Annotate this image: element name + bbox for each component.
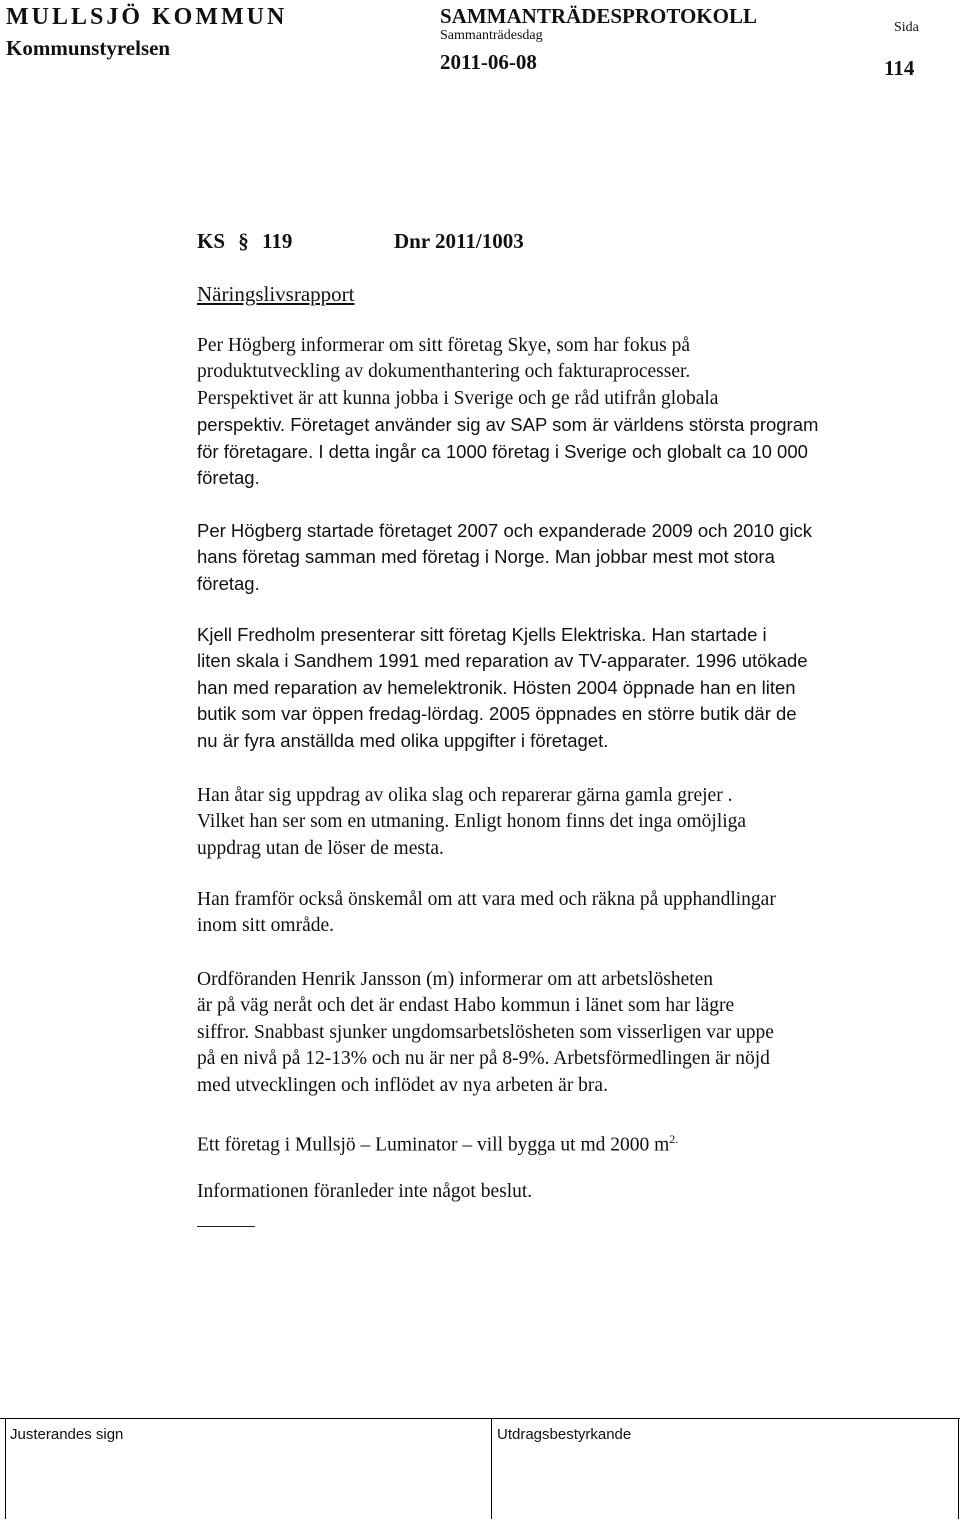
extract-certification-label: Utdragsbestyrkande (497, 1426, 632, 1443)
paragraph-line: Vilket han ser som en utmaning. Enligt honom finns det inga omöjliga (197, 811, 747, 833)
paragraph-line: företag. (197, 572, 260, 594)
paragraph-line: perspektiv. Företaget använder sig av SAP som är världens största program (197, 414, 819, 436)
paragraph-7 (197, 1126, 917, 1159)
dnr-reference: Dnr 2011/1003 (394, 229, 524, 253)
paragraph-line: Kjell Fredholm presenterar sitt företag Kjells Elektriska. Han startade i (197, 624, 767, 645)
paragraph-line: liten skala i Sandhem 1991 med reparation av TV-apparater. 1996 utökade (197, 650, 808, 672)
paragraph-line: är på väg neråt och det är endast Habo kommun i länet som har lägre (197, 995, 735, 1017)
ks-reference (197, 229, 292, 254)
paragraph-line: inom sitt område. (197, 915, 335, 937)
paragraph-line: han med reparation av hemelektronik. Hösten 2004 öppnade han en liten (197, 676, 796, 698)
paragraph-2 (197, 518, 917, 597)
ks-number: 119 (262, 229, 293, 253)
paragraph-3 (197, 622, 917, 754)
paragraph-line: butik som var öppen fredag-lördag. 2005 öppnades en större butik där de (197, 703, 797, 725)
paragraph-line: nu är fyra anställda med olika uppgifter i företaget. (197, 729, 609, 751)
meeting-date-label: Sammanträdesdag (440, 28, 543, 43)
paragraph-line: hans företag samman med företag i Norge. Man jobbar mest mot stora (197, 546, 775, 568)
paragraph-5 (197, 887, 917, 940)
paragraph-line: produktutveckling av dokumenthantering och fakturaprocesser. (197, 361, 691, 383)
item-title: Näringslivsrapport (197, 282, 355, 306)
paragraph-line: Han åtar sig uppdrag av olika slag och reparerar gärna gamla grejer . (197, 785, 733, 806)
paragraph-4 (197, 783, 917, 862)
paragraph-line: för företagare. I detta ingår ca 1000 företag i Sverige och globalt ca 10 000 (197, 440, 808, 462)
paragraph-line (197, 1126, 917, 1159)
superscript: 2. (669, 1132, 679, 1146)
meeting-date: 2011-06-08 (440, 50, 537, 74)
paragraph-line: Per Högberg informerar om sitt företag Skye, som har fokus på (197, 335, 690, 356)
paragraph-text: Ett företag i Mullsjö – Luminator – vill bygga ut md 2000 m (197, 1134, 670, 1156)
paragraph-1 (197, 333, 917, 491)
page-label: Sida (894, 20, 919, 35)
document-type: SAMMANTRÄDESPROTOKOLL (440, 4, 757, 28)
end-rule (197, 1226, 255, 1227)
section-symbol: § (238, 229, 249, 253)
paragraph-line: Ordföranden Henrik Jansson (m) informerar om att arbetslösheten (197, 969, 714, 990)
justification-signature-label: Justerandes sign (10, 1426, 124, 1443)
board-name: Kommunstyrelsen (6, 36, 171, 60)
paragraph-line: på en nivå på 12-13% och nu är ner på 8-9%. Arbetsförmedlingen är nöjd (197, 1048, 770, 1070)
paragraph-line: med utvecklingen och inflödet av nya arbeten är bra. (197, 1074, 608, 1096)
paragraph-line: företag. (197, 467, 260, 489)
paragraph-line: siffror. Snabbast sjunker ungdomsarbetslösheten som visserligen var uppe (197, 1021, 774, 1043)
paragraph-line: Perspektivet är att kunna jobba i Sverige och ge råd utifrån globala (197, 387, 719, 409)
paragraph-6 (197, 967, 917, 1099)
municipality-name: MULLSJÖ KOMMUN (6, 4, 288, 30)
paragraph-line: Informationen föranleder inte något beslut. (197, 1181, 533, 1202)
ks-label: KS (197, 229, 226, 253)
paragraph-line: Per Högberg startade företaget 2007 och expanderade 2009 och 2010 gick (197, 520, 813, 541)
paragraph-8 (197, 1179, 917, 1205)
page-number: 114 (884, 56, 915, 80)
paragraph-line: Han framför också önskemål om att vara med och räkna på upphandlingar (197, 889, 776, 910)
paragraph-line: uppdrag utan de löser de mesta. (197, 837, 444, 859)
